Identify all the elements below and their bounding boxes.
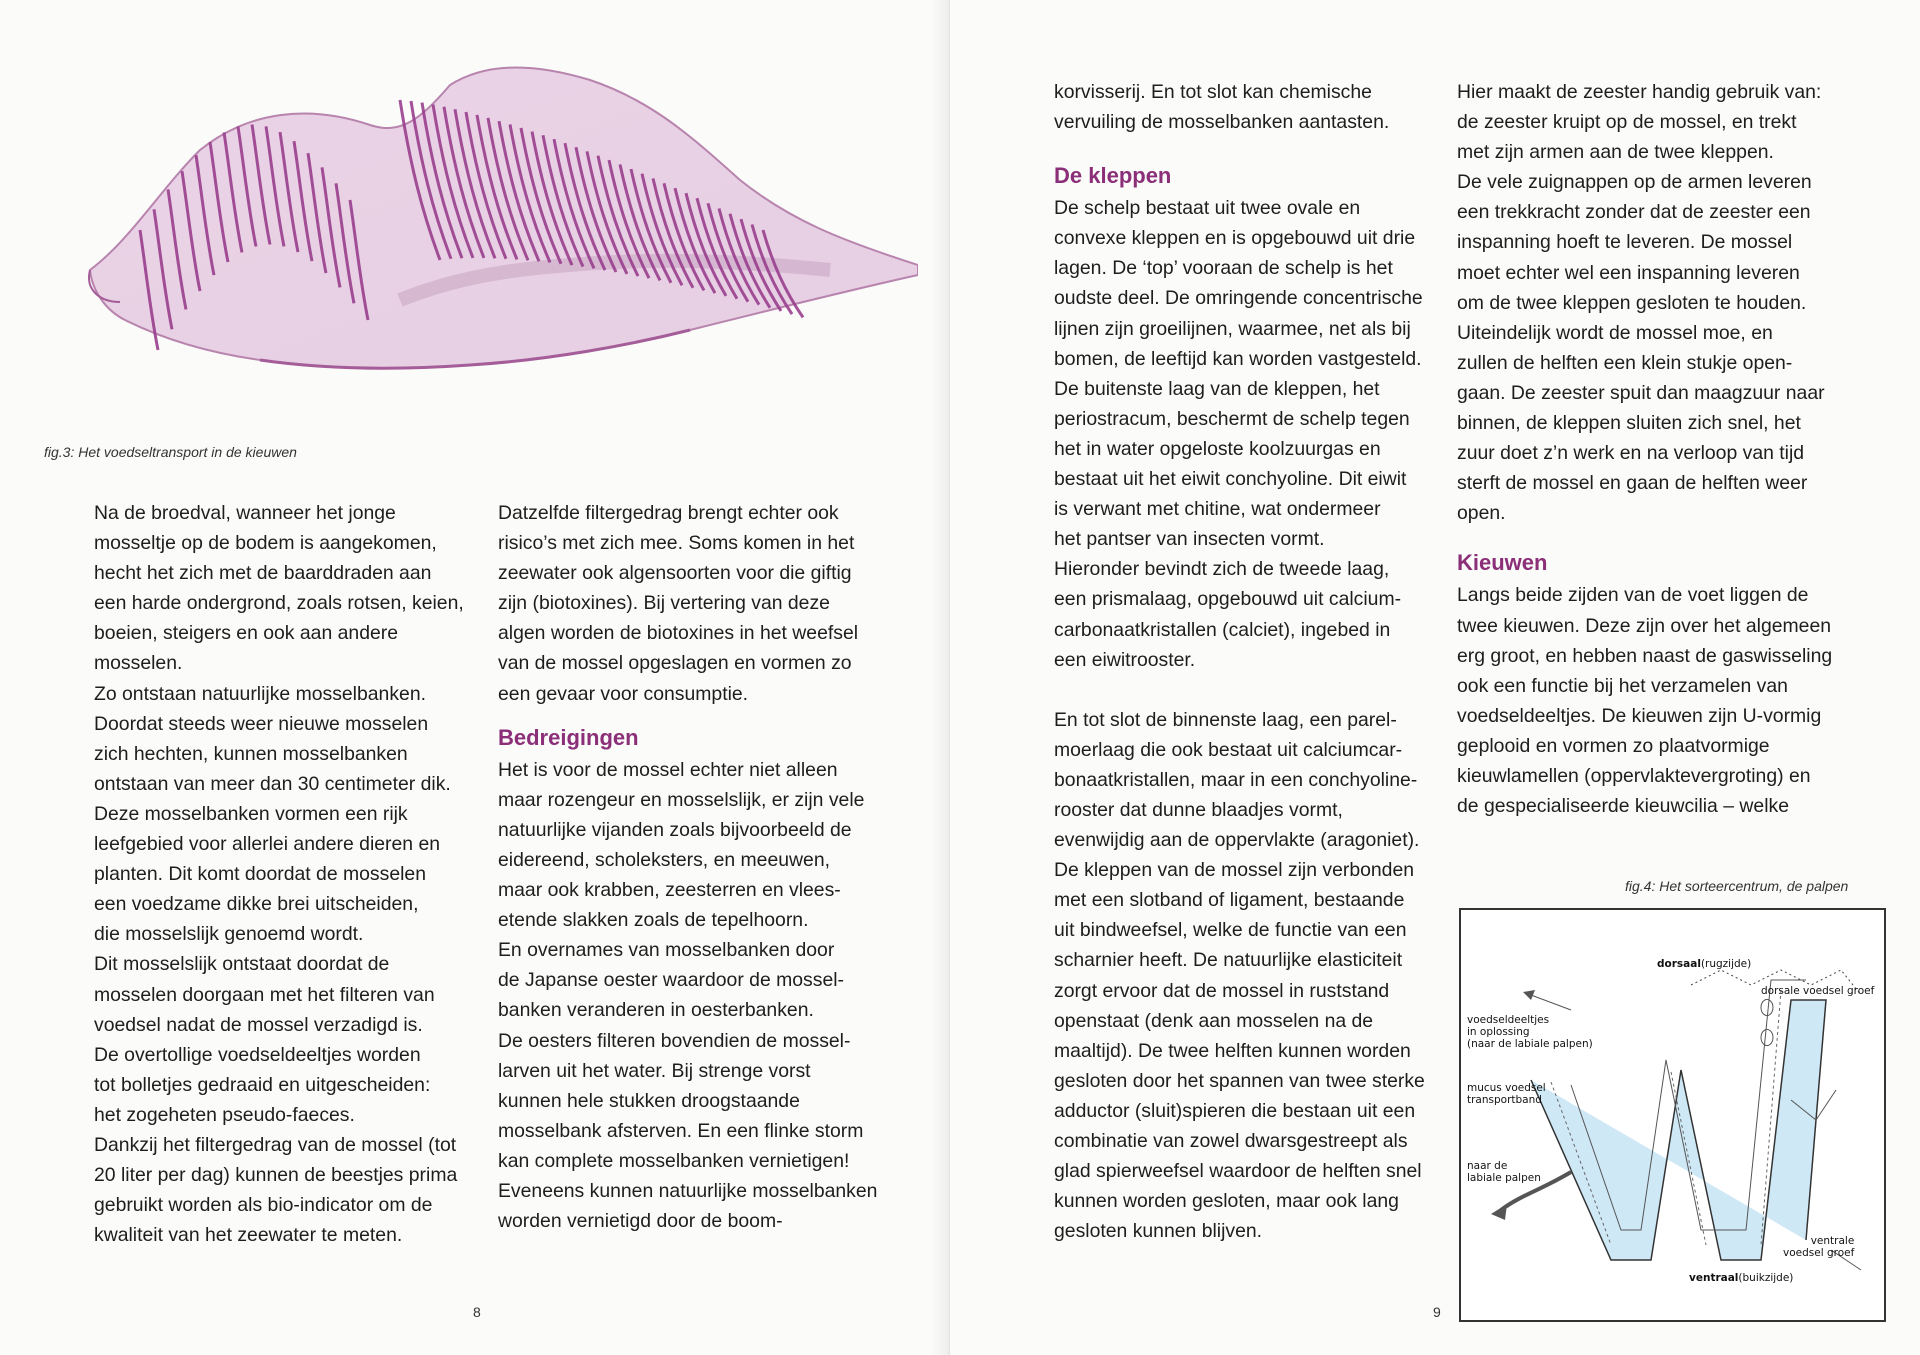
text-line: carbonaatkristallen (calciet), ingebed in (1054, 618, 1391, 641)
text-line: Langs beide zijden van de voet liggen de (1457, 584, 1809, 607)
text-line: bomen, de leeftijd kan worden vastgesteld. (1054, 347, 1422, 370)
page-number: 8 (473, 1304, 481, 1320)
paragraph-kleppen-2 (1054, 705, 1434, 1247)
label-mucus: mucus voedsel transportband (1467, 1082, 1546, 1106)
text-line: moerlaag die ook bestaat uit calciumcar- (1054, 738, 1403, 761)
heading-kieuwen: Kieuwen (1457, 550, 1548, 576)
text-line: combinatie van zowel dwarsgestreept als (1054, 1130, 1408, 1152)
text-line: Zo ontstaan natuurlijke mosselbanken. (94, 682, 426, 705)
page-number: 9 (1433, 1304, 1441, 1320)
text-line: natuurlijke vijanden zoals bijvoorbeeld de (498, 818, 852, 841)
text-line: mosseltje op de bodem is aangekomen, (94, 532, 437, 555)
text-line: worden vernietigd door de boom- (498, 1210, 783, 1233)
text-line: een trekkracht zonder dat de zeester een (1457, 201, 1811, 224)
paragraph-kieuwen (1457, 580, 1857, 821)
text-line: uit bindweefsel, welke de functie van een (1054, 919, 1407, 942)
text-line: Het is voor de mossel echter niet alleen (498, 758, 838, 781)
label-ventraal: ventraal(buikzijde) (1689, 1272, 1794, 1284)
text-line: om de twee kleppen gesloten te houden. (1457, 291, 1807, 314)
label-voedseldeeltjes: voedseldeeltjes in oplossing (naar de labiale palpen) (1467, 1014, 1593, 1050)
text-line: is verwant met chitine, wat ondermeer (1054, 498, 1381, 521)
left-column-1 (94, 498, 474, 1250)
text-line: zuur doet z’n werk en na verloop van tijd (1457, 442, 1805, 465)
left-page (0, 0, 950, 1355)
text-line: gaan. De zeester spuit dan maagzuur naar (1457, 381, 1825, 404)
label-naar-de-labiale-palpen: naar de labiale palpen (1467, 1160, 1541, 1184)
text-line: korvisserij. En tot slot kan chemische (1054, 81, 1372, 103)
text-line: scharnier heeft. De natuurlijke elasticiteit (1054, 949, 1403, 972)
label-dorsaal: dorsaal(rugzijde) (1657, 958, 1752, 970)
text-line: kunnen worden gesloten, maar ook lang (1054, 1190, 1399, 1213)
text-line: larven uit het water. Bij strenge vorst (498, 1059, 811, 1082)
text-line: erg groot, en hebben naast de gaswisseling (1457, 644, 1833, 667)
text-line: bonaatkristallen, maar in een conchyoline- (1054, 768, 1418, 791)
text-line: een harde ondergrond, zoals rotsen, keien, (94, 592, 464, 615)
text-line: ontstaan van meer dan 30 centimeter dik. (94, 772, 451, 795)
text-line: het in water opgeloste koolzuurgas en (1054, 437, 1381, 460)
text-line: periostracum, beschermt de schelp tegen (1054, 407, 1410, 430)
text-line: De buitenste laag van de kleppen, het (1054, 377, 1380, 400)
text-line: planten. Dit komt doordat de mosselen (94, 863, 426, 886)
text-line: En tot slot de binnenste laag, een parel- (1054, 708, 1397, 731)
text-line: convexe kleppen en is opgebouwd uit drie (1054, 227, 1416, 250)
text-line: algen worden de biotoxines in het weefsel (498, 622, 859, 645)
text-line: Hieronder bevindt zich de tweede laag, (1054, 558, 1390, 581)
text-line: rooster dat dunne blaadjes vormt, (1054, 798, 1343, 821)
text-line: het pantser van insecten vormt. (1054, 528, 1325, 551)
text-line: openstaat (denk aan mosselen na de (1054, 1009, 1374, 1032)
paragraph-zeester (1457, 77, 1857, 528)
text-line: banken veranderen in oesterbanken. (498, 999, 814, 1022)
palpen-diagram (1459, 908, 1886, 1322)
text-line: open. (1457, 502, 1506, 525)
text-line: voedsel nadat de mossel verzadigd is. (94, 1013, 423, 1036)
text-line: het zogeheten pseudo-faeces. (94, 1103, 355, 1126)
figure-caption: fig.4: Het sorteercentrum, de palpen (1625, 878, 1849, 894)
text-line: bestaat uit het eiwit conchyoline. Dit eiwit (1054, 468, 1407, 491)
text-line: Dankzij het filtergedrag van de mossel (tot (94, 1133, 457, 1156)
text-line: Eveneens kunnen natuurlijke mosselbanken (498, 1179, 878, 1202)
text-line: De kleppen van de mossel zijn verbonden (1054, 859, 1415, 882)
text-line: een prismalaag, opgebouwd uit calcium- (1054, 588, 1402, 611)
text-line: lagen. De ‘top’ vooraan de schelp is het (1054, 257, 1393, 280)
text-line: hecht het zich met de baarddraden aan (94, 562, 432, 585)
text-line: ook een functie bij het verzamelen van (1457, 674, 1788, 697)
text-line: En overnames van mosselbanken door (498, 939, 835, 962)
text-line: maar ook krabben, zeesterren en vlees- (498, 879, 841, 902)
right-column-2 (1457, 77, 1857, 821)
text-line: de gespecialiseerde kieuwcilia – welke (1457, 795, 1789, 818)
text-line: kan complete mosselbanken vernietigen! (498, 1149, 850, 1172)
text-line: De vele zuignappen op de armen leveren (1457, 171, 1812, 194)
paragraph-bedreigingen (498, 755, 898, 1237)
left-column-2 (498, 498, 898, 1236)
text-line: De overtollige voedseldeeltjes worden (94, 1043, 421, 1066)
text-line: tot bolletjes gedraaid en uitgescheiden: (94, 1073, 431, 1096)
text-line: Dit mosselslijk ontstaat doordat de (94, 953, 390, 976)
text-line: zorgt ervoor dat de mossel in ruststand (1054, 979, 1390, 1002)
text-line: maar rozengeur en mosselslijk, er zijn vele (498, 788, 865, 811)
text-line: twee kieuwen. Deze zijn over het algemeen (1457, 614, 1832, 637)
text-line: gesloten kunnen blijven. (1054, 1220, 1263, 1243)
paragraph-intro (1054, 77, 1434, 137)
text-line: Datzelfde filtergedrag brengt echter ook (498, 502, 839, 524)
text-line: van de mossel opgeslagen en vormen zo (498, 652, 852, 675)
text-line: een gevaar voor consumptie. (498, 682, 749, 705)
text-line: Uiteindelijk wordt de mossel moe, en (1457, 321, 1773, 344)
text-line: mosselen. (94, 652, 183, 675)
text-line: een voedzame dikke brei uitscheiden, (94, 893, 419, 916)
text-line: binnen, de kleppen sluiten zich snel, het (1457, 412, 1801, 435)
text-line: zich hechten, kunnen mosselbanken (94, 742, 408, 765)
text-line: zullen de helften een klein stukje open- (1457, 351, 1793, 374)
text-line: een eiwitrooster. (1054, 648, 1196, 671)
text-line: risico’s met zich mee. Soms komen in het (498, 532, 855, 555)
heading-de-kleppen: De kleppen (1054, 163, 1172, 189)
paragraph-filtergedrag (498, 498, 898, 709)
text-line: met een slotband of ligament, bestaande (1054, 889, 1405, 912)
gill-section-illustration (70, 40, 918, 432)
text-line: de Japanse oester waardoor de mossel- (498, 969, 844, 992)
text-line: gebruikt worden als bio-indicator om de (94, 1194, 433, 1217)
right-column-1 (1054, 77, 1434, 1246)
text-line: met zijn armen aan de twee kleppen. (1457, 141, 1774, 164)
heading-bedreigingen: Bedreigingen (498, 724, 639, 750)
paragraph-kleppen-1 (1054, 193, 1434, 675)
label-dorsale-groef: dorsale voedsel groef (1761, 985, 1875, 997)
text-line: oudste deel. De omringende concentrische (1054, 287, 1423, 310)
text-line: Doordat steeds weer nieuwe mosselen (94, 712, 429, 735)
text-line: voedseldeeltjes. De kieuwen zijn U-vormig (1457, 704, 1822, 727)
figure-caption: fig.3: Het voedseltransport in de kieuwen (44, 444, 297, 460)
text-line: De schelp bestaat uit twee ovale en (1054, 197, 1361, 220)
text-line: etende slakken zoals de tepelhoorn. (498, 909, 809, 932)
text-line: Hier maakt de zeester handig gebruik van: (1457, 81, 1822, 103)
text-line: 20 liter per dag) kunnen de beestjes prima (94, 1164, 458, 1187)
text-line: leefgebied voor allerlei andere dieren en (94, 833, 441, 856)
text-line: mosselen doorgaan met het filteren van (94, 983, 435, 1006)
text-line: kunnen hele stukken droogstaande (498, 1089, 800, 1112)
text-line: eidereend, scholeksters, en meeuwen, (498, 848, 830, 871)
text-line: Na de broedval, wanneer het jonge (94, 502, 396, 524)
text-line: mosselbank afsterven. En een flinke storm (498, 1119, 864, 1142)
text-line: kwaliteit van het zeewater te meten. (94, 1224, 403, 1247)
text-line: inspanning hoeft te leveren. De mossel (1457, 231, 1793, 254)
text-line: sterft de mossel en gaan de helften weer (1457, 472, 1808, 495)
text-line: boeien, steigers en ook aan andere (94, 622, 399, 645)
text-line: moet echter wel een inspanning leveren (1457, 261, 1800, 284)
label-ventrale-groef: ventrale voedsel groef (1783, 1235, 1855, 1259)
gill-micrograph (70, 40, 918, 432)
text-line: adductor (sluit)spieren die bestaan uit een (1054, 1099, 1416, 1122)
text-line: vervuiling de mosselbanken aantasten. (1054, 111, 1390, 134)
text-line: glad spierweefsel waardoor de helften snel (1054, 1160, 1422, 1183)
text-line: zeewater ook algensoorten voor die giftig (498, 562, 852, 585)
text-line: evenwijdig aan de oppervlakte (aragoniet). (1054, 829, 1420, 852)
text-line: kieuwlamellen (oppervlaktevergroting) en (1457, 764, 1811, 787)
text-line: geplooid en vormen zo plaatvormige (1457, 734, 1770, 757)
text-line: De oesters filteren bovendien de mossel- (498, 1029, 851, 1052)
paragraph-broedval (94, 498, 474, 1250)
text-line: lijnen zijn groeilijnen, waarmee, net als bij (1054, 317, 1411, 340)
text-line: maaltijd). De twee helften kunnen worden (1054, 1039, 1411, 1062)
text-line: zijn (biotoxines). Bij vertering van deze (498, 592, 830, 615)
text-line: de zeester kruipt op de mossel, en trekt (1457, 111, 1797, 134)
text-line: die mosselslijk genoemd wordt. (94, 923, 364, 946)
text-line: gesloten door het spannen van twee sterke (1054, 1069, 1425, 1092)
text-line: Deze mosselbanken vormen een rijk (94, 802, 408, 825)
